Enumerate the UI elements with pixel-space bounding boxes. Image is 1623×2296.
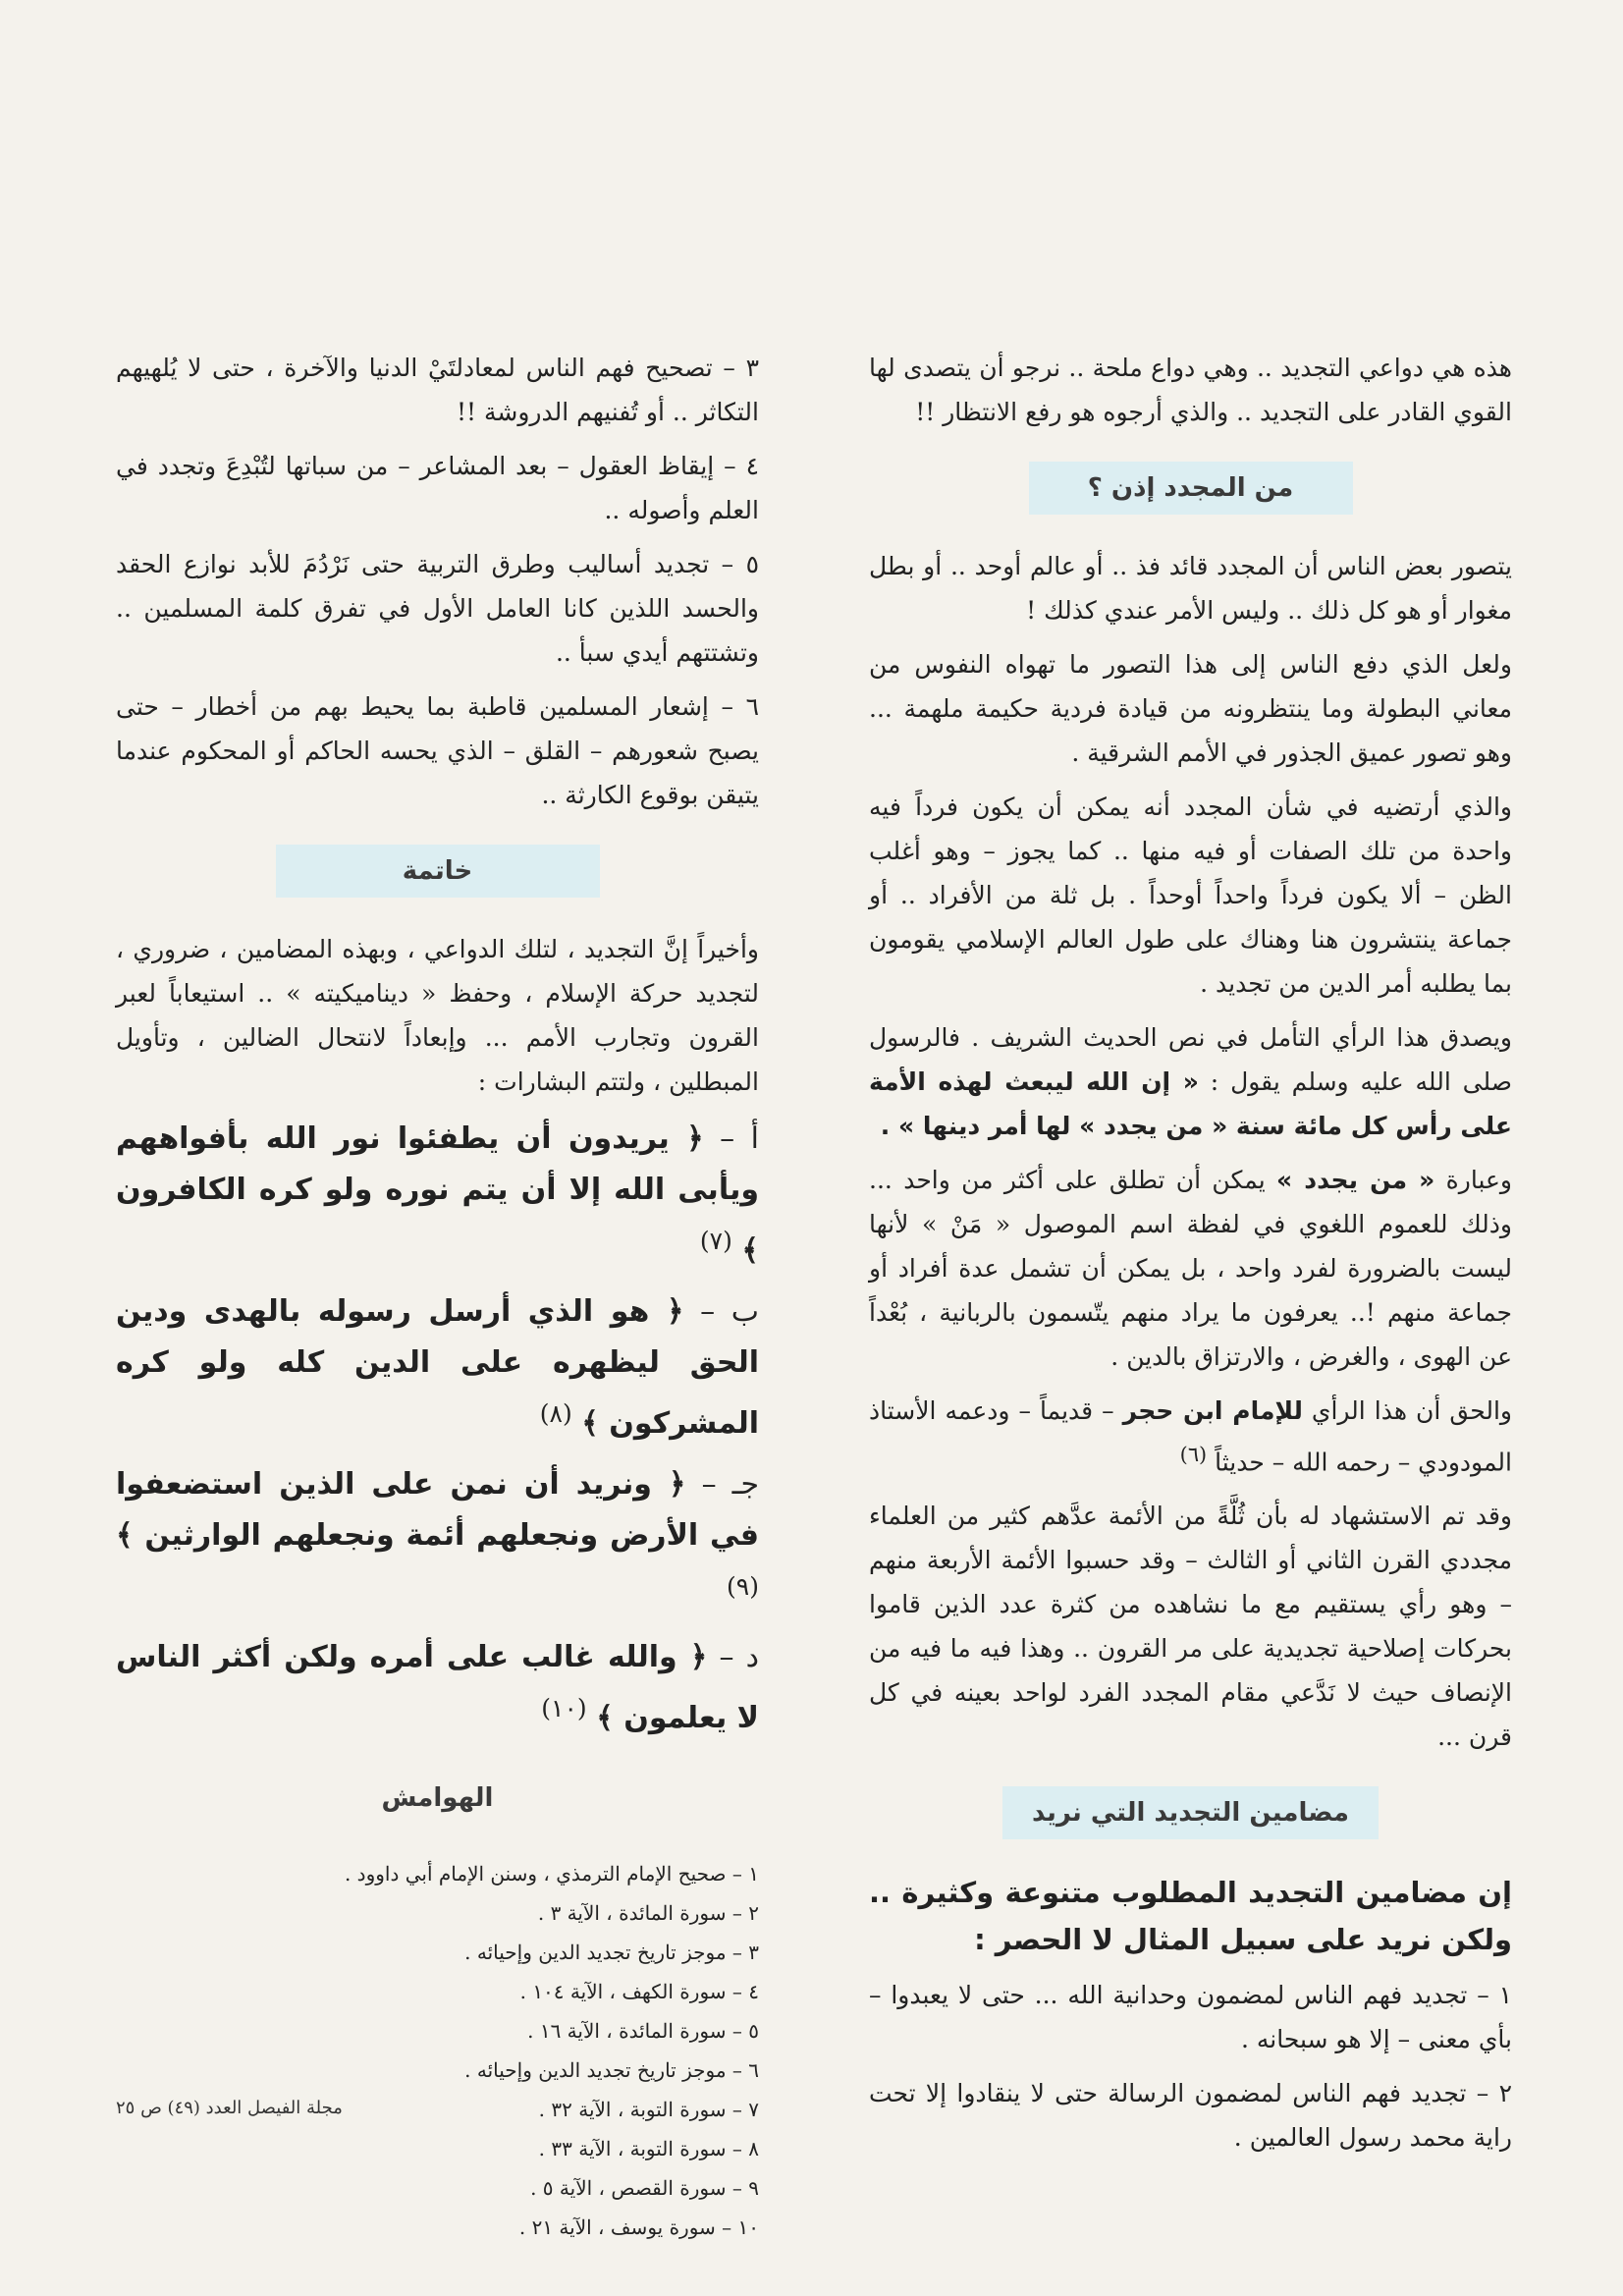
verse-label: ب – <box>683 1294 759 1329</box>
list-item: ٥ – تجديد أساليب وطرق التربية حتى نَرْدُمَ للأبد نوازع الحقد والحسد اللذين كانا العامل الأول في تفرق كلمة المسلمين .. وتشتتهم أيدي سبأ .. <box>116 550 759 667</box>
left-column <box>116 346 759 2247</box>
section-heading-wrap <box>116 1772 759 1825</box>
footnotes-list <box>116 1854 759 2247</box>
footnote-item: ٤ – سورة الكهف ، الآية ١٠٤ . <box>519 1980 759 2003</box>
verse-label: جـ – <box>685 1467 759 1502</box>
verse-item <box>116 1286 759 1449</box>
section-heading-conclusion: خاتمة <box>276 845 600 898</box>
list-item: ٦ – إشعار المسلمين قاطبة بما يحيط بهم من أخطار – حتى يصبح شعورهم – القلق – الذي يحسه الحاكم أو المحكوم عندما يتيقن بوقوع الكارثة .. <box>116 692 759 809</box>
list-item: ٤ – إيقاظ العقول – بعد المشاعر – من سباتها لتُبْدِعَ وتجدد في العلم وأصوله .. <box>116 452 759 524</box>
verse-text: ﴿ والله غالب على أمره ولكن أكثر الناس لا يعلمون ﴾ <box>116 1640 759 1735</box>
verse-text: ﴿ يريدون أن يطفئوا نور الله بأفواههم ويأبى الله إلا أن يتم نوره ولو كره الكافرون ﴾ <box>116 1121 759 1268</box>
verse-text: ﴿ ونريد أن نمن على الذين استضعفوا في الأرض ونجعلهم أئمة ونجعلهم الوارثين ﴾ <box>116 1467 759 1553</box>
section-heading-footnotes: الهوامش <box>381 1783 494 1813</box>
verse-item <box>116 1114 759 1277</box>
footnote-ref: (١٠) <box>541 1694 587 1722</box>
bold-term: للإمام ابن حجر <box>1122 1396 1303 1425</box>
verse-item <box>116 1632 759 1744</box>
verse-item <box>116 1459 759 1622</box>
list-item: ٣ – تصحيح فهم الناس لمعادلتَيْ الدنيا والآخرة ، حتى لا يُلهيهم التكاثر .. أو تُفنيهم الدروشة !! <box>116 354 759 426</box>
footnote-item: ٥ – سورة المائدة ، الآية ١٦ . <box>527 2019 759 2043</box>
page-footer: مجلة الفيصل العدد (٤٩) ص ٢٥ <box>116 2098 343 2118</box>
paragraph-text: يمكن أن تطلق على أكثر من واحد ... وذلك للعموم اللغوي في لفظة اسم الموصول « مَنْ » لأنها ليست بالضرورة لفرد واحد ، بل يمكن أن تشمل عدة أفراد أو جماعة منهم !.. يعرفون ما يراد منهم يتّسمون بالربانية ، بُعْداً عن الهوى ، والغرض ، والارتزاق بالدين . <box>869 1166 1512 1371</box>
paragraph-text: – قديماً – ودعمه الأستاذ المودودي – رحمه الله – حديثاً <box>869 1396 1512 1477</box>
section-heading-contents: مضامين التجديد التي نريد <box>1002 1786 1379 1839</box>
footnote-item: ١٠ – سورة يوسف ، الآية ٢١ . <box>518 2215 759 2239</box>
paragraph-text: والحق أن هذا الرأي <box>1302 1396 1512 1425</box>
verse-label: د – <box>707 1640 759 1674</box>
hadith-paragraph <box>869 1015 1512 1148</box>
intro-paragraph: هذه هي دواعي التجديد .. وهي دواع ملحة .. نرجو أن يتصدى لها القوي القادر على التجديد .. والذي أرجوه هو رفع الانتظار !! <box>869 354 1512 426</box>
paragraph <box>869 1158 1512 1379</box>
footnote-ref: (٧) <box>699 1227 732 1255</box>
list-item: ٢ – تجديد فهم الناس لمضمون الرسالة حتى لا ينقادوا إلا تحت راية محمد رسول العالمين . <box>869 2079 1512 2153</box>
footnote-item: ٣ – موجز تاريخ تجديد الدين وإحيائه . <box>464 1941 759 1964</box>
bold-term: « من يجدد » <box>1276 1166 1435 1194</box>
footnote-item: ٦ – موجز تاريخ تجديد الدين وإحيائه . <box>464 2058 759 2082</box>
section-heading-mujaddid: من المجدد إذن ؟ <box>1029 462 1353 515</box>
verse-text: ﴿ هو الذي أرسل رسوله بالهدى ودين الحق ليظهره على الدين كله ولو كره المشركون ﴾ <box>116 1294 759 1441</box>
list-item: ١ – تجديد فهم الناس لمضمون وحدانية الله ... حتى لا يعبدوا – بأي معنى – إلا هو سبحانه . <box>869 1981 1512 2054</box>
footnote-item: ٩ – سورة القصص ، الآية ٥ . <box>530 2176 759 2200</box>
paragraph: وقد تم الاستشهاد له بأن ثُلَّةً من الأئمة عدَّهم كثير من العلماء مجددي القرن الثاني أو الثالث – وقد حسبوا الأئمة الأربعة منهم – وهو رأي يستقيم مع ما نشاهده من كثرة عدد الذين قاموا بحركات إصلاحية تجديدية على مر القرون .. وهذا فيه ما فيه من الإنصاف حيث لا نَدَّعي مقام المجدد الفرد لواحد بعينه في كل قرن ... <box>869 1502 1512 1752</box>
paragraph: ولعل الذي دفع الناس إلى هذا التصور ما تهواه النفوس من معاني البطولة وما ينتظرونه من قيادة فردية حكيمة ملهمة ... وهو تصور عميق الجذور في الأمم الشرقية . <box>869 650 1512 767</box>
paragraph-text: وعبارة <box>1434 1166 1512 1194</box>
hadith-quote: « إن الله ليبعث لهذه الأمة على رأس كل مائة سنة « من يجدد » لها أمر دينها » . <box>869 1067 1512 1140</box>
section-heading-wrap <box>116 845 759 898</box>
right-column <box>869 346 1512 2169</box>
footnote-ref: (٩) <box>727 1572 759 1601</box>
section-heading-wrap <box>869 1786 1512 1839</box>
section-heading-wrap <box>869 462 1512 515</box>
footnote-item: ١ – صحيح الإمام الترمذي ، وسنن الإمام أبي داوود . <box>344 1862 759 1886</box>
paragraph: والذي أرتضيه في شأن المجدد أنه يمكن أن يكون فرداً فيه واحدة من تلك الصفات أو فيه منها .. كما يجوز – وهو أغلب الظن – ألا يكون فرداً واحداً أوحداً . بل ثلة من الأفراد .. أو جماعة ينتشرون هنا وهناك على طول العالم الإسلامي يقومون بما يطلبه أمر الدين من تجديد . <box>869 793 1512 998</box>
footnote-item: ٢ – سورة المائدة ، الآية ٣ . <box>537 1901 759 1925</box>
verse-label: أ – <box>703 1121 759 1156</box>
paragraph <box>869 1389 1512 1484</box>
footnote-item: ٨ – سورة التوبة ، الآية ٣٣ . <box>538 2137 759 2160</box>
footnote-ref: (٦) <box>1179 1443 1208 1466</box>
paragraph: وأخيراً إنَّ التجديد ، لتلك الدواعي ، وبهذه المضامين ، ضروري ، لتجديد حركة الإسلام ، وحفظ « ديناميكيته » .. استيعاباً لعبر القرون وتجارب الأمم ... وإبعاداً لانتحال الضالين ، وتأويل المبطلين ، ولتتم البشارات : <box>116 935 759 1096</box>
footnote-ref: (٨) <box>539 1399 572 1428</box>
paragraph: يتصور بعض الناس أن المجدد قائد فذ .. أو عالم أوحد .. أو بطل مغوار أو هو كل ذلك .. وليس الأمر عندي كذلك ! <box>869 552 1512 625</box>
paragraph-text: ويصدق هذا الرأي التأمل في نص الحديث الشريف . فالرسول صلى الله عليه وسلم يقول : <box>869 1023 1513 1096</box>
lead-paragraph: إن مضامين التجديد المطلوب متنوعة وكثيرة .. ولكن نريد على سبيل المثال لا الحصر : <box>869 1876 1512 1957</box>
footnote-item: ٧ – سورة التوبة ، الآية ٣٢ . <box>538 2098 759 2121</box>
